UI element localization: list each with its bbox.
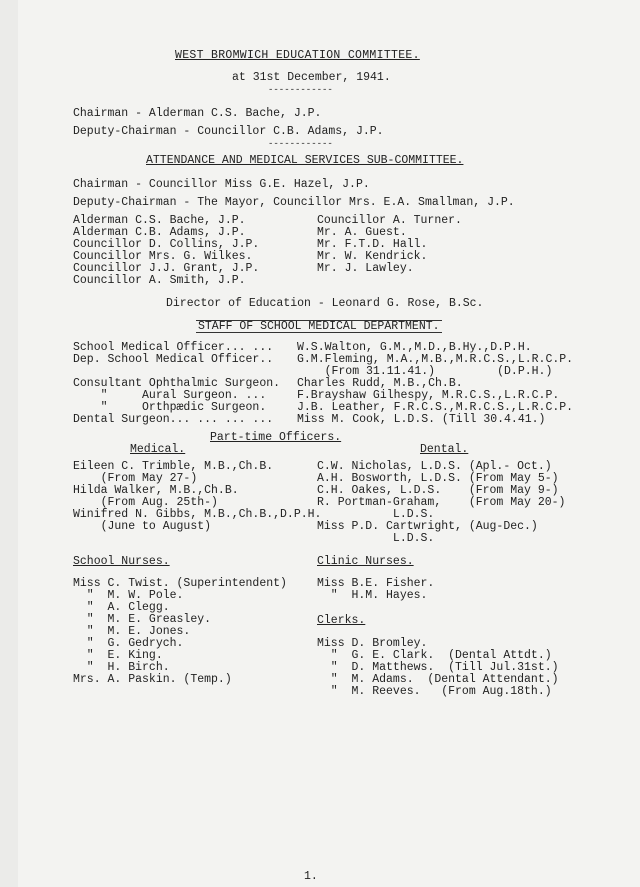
nurse-item: Miss C. Twist. (Superintendent)	[73, 577, 287, 590]
clinic-nurses-heading: Clinic Nurses.	[317, 555, 414, 568]
staff-name: F.Brayshaw Gilhespy, M.R.C.S.,L.R.C.P.	[297, 389, 560, 402]
medical-officer-item: (From Aug. 25th-)	[73, 496, 218, 509]
member-item: Mr. J. Lawley.	[317, 262, 414, 275]
staff-name: (From 31.11.41.) (D.P.H.)	[297, 365, 553, 378]
subcommittee-deputy-chairman: Deputy-Chairman - The Mayor, Councillor Mrs. E.A. Smallman, J.P.	[73, 196, 515, 209]
medical-officer-item: Winifred N. Gibbs, M.B.,Ch.B.,D.P.H.	[73, 508, 322, 521]
subcommittee-title: ATTENDANCE AND MEDICAL SERVICES SUB-COMMITTEE.	[146, 154, 464, 167]
staff-role: Consultant Ophthalmic Surgeon.	[73, 377, 281, 390]
nurse-item: " A. Clegg.	[73, 601, 170, 614]
staff-role: Dep. School Medical Officer..	[73, 353, 274, 366]
member-item: Councillor A. Turner.	[317, 214, 462, 227]
director-of-education: Director of Education - Leonard G. Rose, B.Sc.	[166, 297, 484, 310]
subcommittee-chairman: Chairman - Councillor Miss G.E. Hazel, J.P.	[73, 178, 370, 191]
dental-heading: Dental.	[420, 443, 469, 456]
dental-officer-item: A.H. Bosworth, L.D.S. (From May 5-)	[317, 472, 559, 485]
dental-officer-item: C.W. Nicholas, L.D.S. (Apl.- Oct.)	[317, 460, 552, 473]
member-item: Alderman C.S. Bache, J.P.	[73, 214, 246, 227]
page-number: 1.	[304, 870, 318, 883]
medical-officer-item: (June to August)	[73, 520, 212, 533]
divider-rule: ------------	[268, 139, 333, 149]
committee-title: WEST BROMWICH EDUCATION COMMITTEE.	[175, 49, 420, 62]
nurse-item: Miss B.E. Fisher.	[317, 577, 435, 590]
nurse-item: " H.M. Hayes.	[317, 589, 428, 602]
clerk-item: " G. E. Clark. (Dental Attdt.)	[317, 649, 552, 662]
report-date: at 31st December, 1941.	[232, 71, 391, 84]
medical-officer-item: Hilda Walker, M.B.,Ch.B.	[73, 484, 239, 497]
staff-role: Dental Surgeon... ... ... ...	[73, 413, 274, 426]
member-item: Councillor J.J. Grant, J.P.	[73, 262, 260, 275]
member-item: Councillor A. Smith, J.P.	[73, 274, 246, 287]
staff-name: J.B. Leather, F.R.C.S.,M.R.C.S.,L.R.C.P.	[297, 401, 574, 414]
staff-section-title: STAFF OF SCHOOL MEDICAL DEPARTMENT.	[198, 320, 440, 333]
member-item: Mr. A. Guest.	[317, 226, 407, 239]
clerk-item: " D. Matthews. (Till Jul.31st.)	[317, 661, 559, 674]
committee-chairman: Chairman - Alderman C.S. Bache, J.P.	[73, 107, 322, 120]
nurse-item: " H. Birch.	[73, 661, 170, 674]
staff-name: G.M.Fleming, M.A.,M.B.,M.R.C.S.,L.R.C.P.	[297, 353, 574, 366]
nurse-item: " M. E. Jones.	[73, 625, 191, 638]
member-item: Councillor Mrs. G. Wilkes.	[73, 250, 253, 263]
staff-name: Miss M. Cook, L.D.S. (Till 30.4.41.)	[297, 413, 546, 426]
dental-officer-item: L.D.S.	[317, 532, 435, 545]
dental-officer-item: L.D.S.	[317, 508, 435, 521]
school-nurses-heading: School Nurses.	[73, 555, 170, 568]
nurse-item: " M. W. Pole.	[73, 589, 184, 602]
dental-officer-item: Miss P.D. Cartwright, (Aug-Dec.)	[317, 520, 538, 533]
clerk-item: Miss D. Bromley.	[317, 637, 428, 650]
clerk-item: " M. Reeves. (From Aug.18th.)	[317, 685, 552, 698]
staff-name: Charles Rudd, M.B.,Ch.B.	[297, 377, 463, 390]
staff-role: School Medical Officer... ...	[73, 341, 274, 354]
nurse-item: " G. Gedrych.	[73, 637, 184, 650]
medical-officer-item: Eileen C. Trimble, M.B.,Ch.B.	[73, 460, 274, 473]
member-item: Mr. F.T.D. Hall.	[317, 238, 428, 251]
nurse-item: " E. King.	[73, 649, 163, 662]
member-item: Alderman C.B. Adams, J.P.	[73, 226, 246, 239]
dental-officer-item: R. Portman-Graham, (From May 20-)	[317, 496, 566, 509]
clerk-item: " M. Adams. (Dental Attendant.)	[317, 673, 559, 686]
committee-deputy-chairman: Deputy-Chairman - Councillor C.B. Adams, J.P.	[73, 125, 384, 138]
dental-officer-item: C.H. Oakes, L.D.S. (From May 9-)	[317, 484, 559, 497]
clerks-heading: Clerks.	[317, 614, 366, 627]
medical-heading: Medical.	[130, 443, 186, 456]
nurse-item: Mrs. A. Paskin. (Temp.)	[73, 673, 232, 686]
part-time-title: Part-time Officers.	[210, 431, 342, 444]
staff-name: W.S.Walton, G.M.,M.D.,B.Hy.,D.P.H.	[297, 341, 532, 354]
member-item: Mr. W. Kendrick.	[317, 250, 428, 263]
staff-role: " Aural Surgeon. ...	[73, 389, 267, 402]
member-item: Councillor D. Collins, J.P.	[73, 238, 260, 251]
nurse-item: " M. E. Greasley.	[73, 613, 212, 626]
divider-rule: ------------	[268, 85, 333, 95]
staff-role: " Orthpædic Surgeon.	[73, 401, 267, 414]
medical-officer-item: (From May 27-)	[73, 472, 198, 485]
